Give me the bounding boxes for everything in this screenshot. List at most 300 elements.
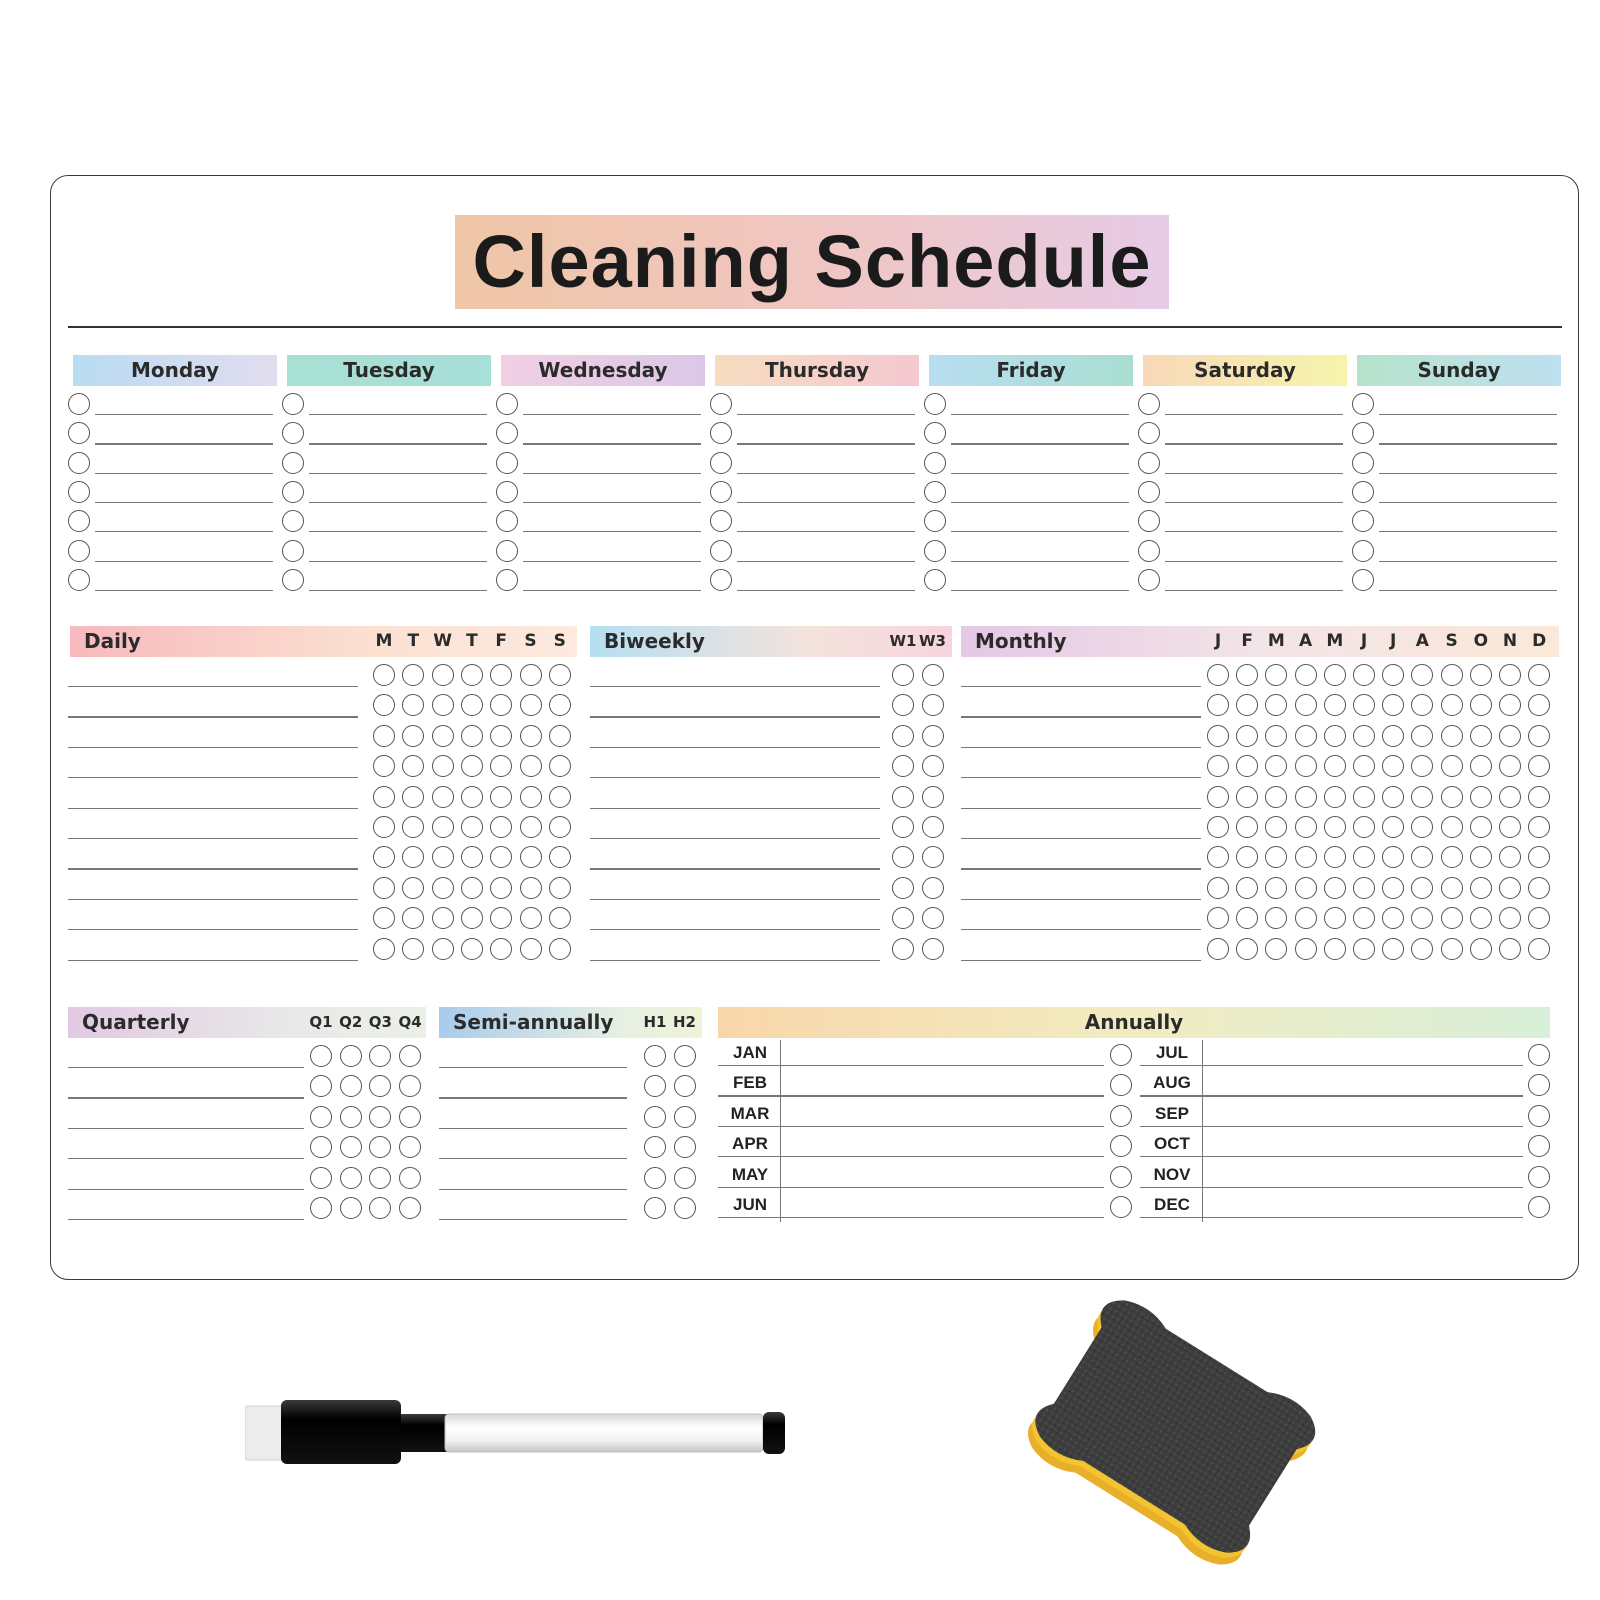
annual-task-line[interactable] [718, 1187, 1104, 1188]
daily-checkbox[interactable] [490, 938, 512, 960]
task-checkbox[interactable] [282, 452, 304, 474]
monthly-checkbox[interactable] [1353, 938, 1375, 960]
task-checkbox[interactable] [710, 481, 732, 503]
monthly-checkbox[interactable] [1295, 786, 1317, 808]
daily-checkbox[interactable] [520, 846, 542, 868]
task-line[interactable] [95, 414, 273, 415]
annual-checkbox[interactable] [1528, 1044, 1550, 1066]
daily-task-line[interactable] [68, 929, 358, 930]
monthly-checkbox[interactable] [1324, 816, 1346, 838]
task-checkbox[interactable] [710, 540, 732, 562]
task-checkbox[interactable] [710, 393, 732, 415]
task-checkbox[interactable] [924, 540, 946, 562]
annual-checkbox[interactable] [1110, 1196, 1132, 1218]
daily-checkbox[interactable] [490, 725, 512, 747]
daily-checkbox[interactable] [549, 725, 571, 747]
biweekly-checkbox[interactable] [892, 938, 914, 960]
monthly-checkbox[interactable] [1441, 725, 1463, 747]
task-line[interactable] [1379, 414, 1557, 415]
task-checkbox[interactable] [282, 393, 304, 415]
daily-checkbox[interactable] [549, 816, 571, 838]
task-line[interactable] [1379, 531, 1557, 532]
monthly-checkbox[interactable] [1353, 877, 1375, 899]
quarterly-task-line[interactable] [68, 1128, 304, 1129]
task-line[interactable] [737, 443, 915, 444]
task-checkbox[interactable] [1352, 393, 1374, 415]
monthly-checkbox[interactable] [1236, 938, 1258, 960]
monthly-task-line[interactable] [961, 808, 1201, 809]
monthly-checkbox[interactable] [1236, 725, 1258, 747]
monthly-checkbox[interactable] [1324, 755, 1346, 777]
daily-checkbox[interactable] [373, 816, 395, 838]
monthly-checkbox[interactable] [1470, 816, 1492, 838]
task-line[interactable] [523, 561, 701, 562]
quarterly-task-line[interactable] [68, 1158, 304, 1159]
monthly-checkbox[interactable] [1324, 907, 1346, 929]
annual-task-line[interactable] [718, 1217, 1104, 1218]
task-checkbox[interactable] [282, 540, 304, 562]
semiannually-task-line[interactable] [439, 1189, 627, 1190]
biweekly-task-line[interactable] [590, 686, 880, 687]
task-line[interactable] [737, 414, 915, 415]
task-checkbox[interactable] [1138, 569, 1160, 591]
monthly-checkbox[interactable] [1295, 694, 1317, 716]
biweekly-checkbox[interactable] [922, 786, 944, 808]
semiannually-task-line[interactable] [439, 1128, 627, 1129]
daily-checkbox[interactable] [520, 786, 542, 808]
task-line[interactable] [309, 561, 487, 562]
monthly-checkbox[interactable] [1499, 664, 1521, 686]
quarterly-checkbox[interactable] [399, 1045, 421, 1067]
monthly-checkbox[interactable] [1324, 938, 1346, 960]
task-line[interactable] [1379, 473, 1557, 474]
semiannually-checkbox[interactable] [644, 1197, 666, 1219]
daily-checkbox[interactable] [461, 907, 483, 929]
monthly-checkbox[interactable] [1265, 938, 1287, 960]
task-line[interactable] [1165, 443, 1343, 444]
task-checkbox[interactable] [68, 393, 90, 415]
task-line[interactable] [95, 590, 273, 591]
monthly-checkbox[interactable] [1499, 725, 1521, 747]
daily-task-line[interactable] [68, 777, 358, 778]
monthly-checkbox[interactable] [1470, 755, 1492, 777]
task-line[interactable] [1165, 414, 1343, 415]
monthly-checkbox[interactable] [1353, 725, 1375, 747]
semiannually-checkbox[interactable] [644, 1106, 666, 1128]
monthly-checkbox[interactable] [1441, 907, 1463, 929]
task-line[interactable] [737, 531, 915, 532]
monthly-checkbox[interactable] [1499, 938, 1521, 960]
daily-checkbox[interactable] [402, 877, 424, 899]
semiannually-checkbox[interactable] [644, 1045, 666, 1067]
monthly-task-line[interactable] [961, 686, 1201, 687]
monthly-checkbox[interactable] [1265, 786, 1287, 808]
daily-checkbox[interactable] [432, 846, 454, 868]
quarterly-checkbox[interactable] [369, 1167, 391, 1189]
quarterly-checkbox[interactable] [399, 1167, 421, 1189]
task-line[interactable] [737, 561, 915, 562]
biweekly-checkbox[interactable] [892, 786, 914, 808]
task-checkbox[interactable] [1138, 481, 1160, 503]
task-line[interactable] [1165, 561, 1343, 562]
daily-checkbox[interactable] [520, 907, 542, 929]
task-checkbox[interactable] [282, 481, 304, 503]
monthly-checkbox[interactable] [1236, 786, 1258, 808]
task-line[interactable] [309, 414, 487, 415]
monthly-checkbox[interactable] [1295, 938, 1317, 960]
task-line[interactable] [523, 414, 701, 415]
semiannually-task-line[interactable] [439, 1067, 627, 1068]
daily-checkbox[interactable] [373, 664, 395, 686]
monthly-task-line[interactable] [961, 747, 1201, 748]
task-line[interactable] [523, 473, 701, 474]
biweekly-checkbox[interactable] [922, 725, 944, 747]
daily-checkbox[interactable] [520, 694, 542, 716]
monthly-checkbox[interactable] [1441, 816, 1463, 838]
monthly-checkbox[interactable] [1353, 786, 1375, 808]
daily-checkbox[interactable] [402, 786, 424, 808]
monthly-checkbox[interactable] [1470, 725, 1492, 747]
task-checkbox[interactable] [68, 569, 90, 591]
quarterly-checkbox[interactable] [399, 1197, 421, 1219]
task-checkbox[interactable] [282, 569, 304, 591]
biweekly-task-line[interactable] [590, 838, 880, 839]
daily-checkbox[interactable] [373, 786, 395, 808]
monthly-checkbox[interactable] [1207, 725, 1229, 747]
semiannually-task-line[interactable] [439, 1158, 627, 1159]
monthly-checkbox[interactable] [1470, 664, 1492, 686]
daily-checkbox[interactable] [432, 786, 454, 808]
quarterly-task-line[interactable] [68, 1097, 304, 1098]
annual-task-line[interactable] [1140, 1126, 1523, 1127]
daily-checkbox[interactable] [520, 938, 542, 960]
task-checkbox[interactable] [496, 393, 518, 415]
semiannually-checkbox[interactable] [674, 1075, 696, 1097]
task-line[interactable] [737, 473, 915, 474]
monthly-checkbox[interactable] [1441, 786, 1463, 808]
semiannually-checkbox[interactable] [674, 1167, 696, 1189]
task-line[interactable] [737, 590, 915, 591]
monthly-checkbox[interactable] [1295, 816, 1317, 838]
monthly-checkbox[interactable] [1382, 938, 1404, 960]
task-checkbox[interactable] [68, 540, 90, 562]
monthly-checkbox[interactable] [1295, 877, 1317, 899]
monthly-checkbox[interactable] [1470, 877, 1492, 899]
daily-checkbox[interactable] [549, 755, 571, 777]
quarterly-checkbox[interactable] [310, 1167, 332, 1189]
monthly-task-line[interactable] [961, 899, 1201, 900]
semiannually-checkbox[interactable] [644, 1167, 666, 1189]
task-checkbox[interactable] [1138, 452, 1160, 474]
monthly-checkbox[interactable] [1382, 725, 1404, 747]
daily-checkbox[interactable] [490, 877, 512, 899]
biweekly-checkbox[interactable] [922, 755, 944, 777]
quarterly-checkbox[interactable] [310, 1106, 332, 1128]
daily-checkbox[interactable] [432, 938, 454, 960]
daily-task-line[interactable] [68, 868, 358, 869]
monthly-checkbox[interactable] [1207, 786, 1229, 808]
daily-checkbox[interactable] [520, 877, 542, 899]
daily-task-line[interactable] [68, 808, 358, 809]
biweekly-checkbox[interactable] [892, 725, 914, 747]
task-checkbox[interactable] [1352, 540, 1374, 562]
daily-checkbox[interactable] [373, 938, 395, 960]
annual-task-line[interactable] [1140, 1156, 1523, 1157]
daily-checkbox[interactable] [402, 938, 424, 960]
biweekly-task-line[interactable] [590, 899, 880, 900]
biweekly-task-line[interactable] [590, 747, 880, 748]
quarterly-checkbox[interactable] [340, 1045, 362, 1067]
biweekly-checkbox[interactable] [892, 877, 914, 899]
task-line[interactable] [95, 531, 273, 532]
monthly-task-line[interactable] [961, 716, 1201, 717]
task-line[interactable] [1165, 473, 1343, 474]
annual-checkbox[interactable] [1110, 1166, 1132, 1188]
task-checkbox[interactable] [68, 452, 90, 474]
biweekly-checkbox[interactable] [922, 694, 944, 716]
task-checkbox[interactable] [1352, 481, 1374, 503]
task-checkbox[interactable] [924, 569, 946, 591]
quarterly-checkbox[interactable] [340, 1197, 362, 1219]
monthly-checkbox[interactable] [1411, 938, 1433, 960]
daily-checkbox[interactable] [549, 786, 571, 808]
biweekly-checkbox[interactable] [922, 846, 944, 868]
monthly-checkbox[interactable] [1470, 938, 1492, 960]
monthly-checkbox[interactable] [1528, 725, 1550, 747]
daily-checkbox[interactable] [520, 816, 542, 838]
monthly-checkbox[interactable] [1295, 755, 1317, 777]
task-checkbox[interactable] [710, 452, 732, 474]
task-line[interactable] [309, 473, 487, 474]
quarterly-task-line[interactable] [68, 1067, 304, 1068]
task-line[interactable] [951, 443, 1129, 444]
task-line[interactable] [95, 473, 273, 474]
monthly-checkbox[interactable] [1441, 755, 1463, 777]
annual-task-line[interactable] [718, 1095, 1104, 1096]
biweekly-checkbox[interactable] [922, 664, 944, 686]
monthly-checkbox[interactable] [1499, 877, 1521, 899]
annual-task-line[interactable] [1140, 1065, 1523, 1066]
monthly-task-line[interactable] [961, 960, 1201, 961]
daily-checkbox[interactable] [461, 877, 483, 899]
task-checkbox[interactable] [496, 540, 518, 562]
biweekly-task-line[interactable] [590, 777, 880, 778]
task-line[interactable] [951, 561, 1129, 562]
daily-task-line[interactable] [68, 747, 358, 748]
annual-task-line[interactable] [718, 1156, 1104, 1157]
monthly-checkbox[interactable] [1324, 664, 1346, 686]
task-line[interactable] [951, 502, 1129, 503]
monthly-checkbox[interactable] [1353, 664, 1375, 686]
task-line[interactable] [1165, 590, 1343, 591]
daily-checkbox[interactable] [432, 694, 454, 716]
quarterly-task-line[interactable] [68, 1189, 304, 1190]
monthly-checkbox[interactable] [1295, 664, 1317, 686]
annual-checkbox[interactable] [1528, 1105, 1550, 1127]
semiannually-checkbox[interactable] [674, 1106, 696, 1128]
daily-task-line[interactable] [68, 960, 358, 961]
quarterly-task-line[interactable] [68, 1219, 304, 1220]
task-line[interactable] [523, 531, 701, 532]
quarterly-checkbox[interactable] [399, 1106, 421, 1128]
monthly-checkbox[interactable] [1295, 725, 1317, 747]
task-line[interactable] [309, 590, 487, 591]
monthly-checkbox[interactable] [1441, 846, 1463, 868]
task-line[interactable] [309, 531, 487, 532]
task-checkbox[interactable] [496, 481, 518, 503]
biweekly-task-line[interactable] [590, 716, 880, 717]
task-line[interactable] [951, 531, 1129, 532]
monthly-checkbox[interactable] [1207, 877, 1229, 899]
biweekly-checkbox[interactable] [922, 816, 944, 838]
monthly-checkbox[interactable] [1499, 786, 1521, 808]
monthly-checkbox[interactable] [1499, 816, 1521, 838]
biweekly-checkbox[interactable] [922, 907, 944, 929]
daily-task-line[interactable] [68, 899, 358, 900]
daily-checkbox[interactable] [549, 907, 571, 929]
daily-checkbox[interactable] [549, 877, 571, 899]
daily-checkbox[interactable] [549, 664, 571, 686]
annual-task-line[interactable] [1140, 1217, 1523, 1218]
monthly-checkbox[interactable] [1207, 816, 1229, 838]
task-line[interactable] [309, 502, 487, 503]
monthly-checkbox[interactable] [1441, 694, 1463, 716]
biweekly-checkbox[interactable] [922, 938, 944, 960]
quarterly-checkbox[interactable] [340, 1106, 362, 1128]
monthly-checkbox[interactable] [1207, 938, 1229, 960]
task-line[interactable] [1379, 502, 1557, 503]
semiannually-checkbox[interactable] [674, 1136, 696, 1158]
task-checkbox[interactable] [710, 569, 732, 591]
task-checkbox[interactable] [496, 452, 518, 474]
daily-checkbox[interactable] [432, 725, 454, 747]
daily-checkbox[interactable] [549, 938, 571, 960]
task-checkbox[interactable] [1138, 393, 1160, 415]
daily-checkbox[interactable] [520, 664, 542, 686]
task-checkbox[interactable] [68, 481, 90, 503]
biweekly-task-line[interactable] [590, 929, 880, 930]
task-checkbox[interactable] [1352, 569, 1374, 591]
monthly-checkbox[interactable] [1324, 786, 1346, 808]
task-line[interactable] [523, 443, 701, 444]
monthly-checkbox[interactable] [1236, 877, 1258, 899]
monthly-checkbox[interactable] [1528, 938, 1550, 960]
daily-checkbox[interactable] [520, 725, 542, 747]
task-line[interactable] [951, 590, 1129, 591]
monthly-checkbox[interactable] [1470, 907, 1492, 929]
semiannually-task-line[interactable] [439, 1219, 627, 1220]
task-line[interactable] [737, 502, 915, 503]
monthly-checkbox[interactable] [1324, 725, 1346, 747]
annual-task-line[interactable] [718, 1065, 1104, 1066]
daily-task-line[interactable] [68, 686, 358, 687]
biweekly-task-line[interactable] [590, 808, 880, 809]
task-line[interactable] [1379, 443, 1557, 444]
daily-checkbox[interactable] [461, 816, 483, 838]
daily-checkbox[interactable] [461, 725, 483, 747]
monthly-checkbox[interactable] [1528, 786, 1550, 808]
task-line[interactable] [1165, 502, 1343, 503]
task-checkbox[interactable] [496, 569, 518, 591]
daily-checkbox[interactable] [490, 786, 512, 808]
monthly-checkbox[interactable] [1470, 786, 1492, 808]
task-line[interactable] [951, 414, 1129, 415]
monthly-task-line[interactable] [961, 929, 1201, 930]
daily-checkbox[interactable] [432, 664, 454, 686]
biweekly-task-line[interactable] [590, 960, 880, 961]
quarterly-checkbox[interactable] [340, 1167, 362, 1189]
semiannually-checkbox[interactable] [674, 1197, 696, 1219]
monthly-checkbox[interactable] [1324, 877, 1346, 899]
daily-checkbox[interactable] [520, 755, 542, 777]
monthly-checkbox[interactable] [1441, 938, 1463, 960]
task-line[interactable] [951, 473, 1129, 474]
task-checkbox[interactable] [1138, 540, 1160, 562]
task-line[interactable] [95, 502, 273, 503]
daily-task-line[interactable] [68, 716, 358, 717]
biweekly-task-line[interactable] [590, 868, 880, 869]
daily-checkbox[interactable] [402, 725, 424, 747]
daily-checkbox[interactable] [461, 786, 483, 808]
semiannually-task-line[interactable] [439, 1097, 627, 1098]
monthly-task-line[interactable] [961, 838, 1201, 839]
quarterly-checkbox[interactable] [340, 1136, 362, 1158]
task-checkbox[interactable] [924, 452, 946, 474]
biweekly-checkbox[interactable] [892, 816, 914, 838]
annual-checkbox[interactable] [1528, 1166, 1550, 1188]
annual-task-line[interactable] [1140, 1095, 1523, 1096]
monthly-checkbox[interactable] [1207, 664, 1229, 686]
monthly-checkbox[interactable] [1441, 664, 1463, 686]
daily-checkbox[interactable] [461, 755, 483, 777]
task-line[interactable] [523, 502, 701, 503]
quarterly-checkbox[interactable] [310, 1045, 332, 1067]
daily-task-line[interactable] [68, 838, 358, 839]
daily-checkbox[interactable] [432, 816, 454, 838]
monthly-task-line[interactable] [961, 868, 1201, 869]
annual-task-line[interactable] [1140, 1187, 1523, 1188]
monthly-checkbox[interactable] [1353, 816, 1375, 838]
task-checkbox[interactable] [924, 393, 946, 415]
annual-checkbox[interactable] [1110, 1105, 1132, 1127]
daily-checkbox[interactable] [461, 938, 483, 960]
task-line[interactable] [95, 561, 273, 562]
annual-task-line[interactable] [718, 1126, 1104, 1127]
semiannually-checkbox[interactable] [674, 1045, 696, 1067]
biweekly-checkbox[interactable] [892, 664, 914, 686]
task-line[interactable] [523, 590, 701, 591]
task-checkbox[interactable] [1352, 452, 1374, 474]
task-checkbox[interactable] [924, 481, 946, 503]
monthly-checkbox[interactable] [1295, 846, 1317, 868]
daily-checkbox[interactable] [432, 907, 454, 929]
daily-checkbox[interactable] [461, 664, 483, 686]
monthly-task-line[interactable] [961, 777, 1201, 778]
task-line[interactable] [1165, 531, 1343, 532]
task-line[interactable] [1379, 590, 1557, 591]
daily-checkbox[interactable] [373, 725, 395, 747]
monthly-checkbox[interactable] [1441, 877, 1463, 899]
daily-checkbox[interactable] [432, 755, 454, 777]
monthly-checkbox[interactable] [1382, 877, 1404, 899]
task-line[interactable] [95, 443, 273, 444]
annual-checkbox[interactable] [1528, 1196, 1550, 1218]
monthly-checkbox[interactable] [1295, 907, 1317, 929]
monthly-checkbox[interactable] [1411, 786, 1433, 808]
daily-checkbox[interactable] [432, 877, 454, 899]
monthly-checkbox[interactable] [1382, 786, 1404, 808]
task-line[interactable] [1379, 561, 1557, 562]
